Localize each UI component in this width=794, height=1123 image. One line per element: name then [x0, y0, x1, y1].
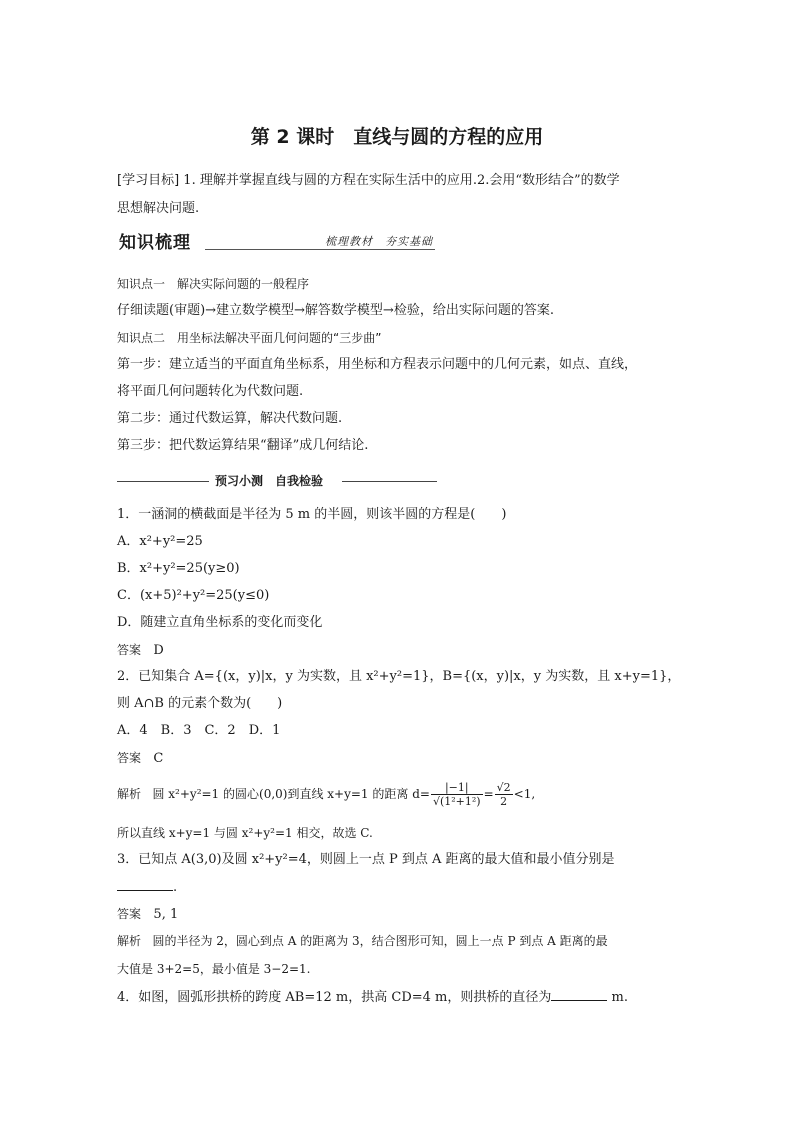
- equals-sign: =: [483, 787, 494, 801]
- q2-answer: [117, 749, 163, 768]
- fraction-denominator: 2: [500, 795, 508, 808]
- knowledge-point-1-text: 仔细读题(审题)→建立数学模型→解答数学模型→检验，给出实际问题的答案.: [117, 303, 554, 318]
- analysis-label: 解析: [117, 934, 142, 948]
- subsection-rule-right: [342, 481, 437, 482]
- q1-option-d: D．随建立直角坐标系的变化而变化: [117, 615, 323, 630]
- q1-option-b: B．x²+y²=25(y≥0): [117, 561, 240, 576]
- q3-analysis-line2: 大值是 3+2=5，最小值是 3−2=1.: [117, 962, 311, 976]
- page-title: 第 2 课时 直线与圆的方程的应用: [250, 126, 544, 148]
- fraction-numerator: √2: [496, 781, 511, 794]
- analysis-tail: <1,: [513, 787, 536, 801]
- answer-label: 答案: [117, 907, 142, 921]
- q3-stem-line2: [117, 878, 177, 897]
- q2-analysis-line2: 所以直线 x+y=1 与圆 x²+y²=1 相交，故选 C.: [117, 826, 373, 840]
- fraction-numerator: |−1|: [431, 781, 483, 795]
- q1-answer: [117, 641, 164, 660]
- period: .: [173, 880, 178, 895]
- q2-analysis-line1: [117, 780, 535, 808]
- q3-answer: [117, 905, 178, 924]
- step3: 第三步：把代数运算结果“翻译”成几何结论.: [117, 438, 369, 453]
- answer-value: C: [153, 751, 164, 766]
- step1-line1: 第一步：建立适当的平面直角坐标系，用坐标和方程表示问题中的几何元素，如点、直线，: [117, 357, 638, 372]
- q2-options: A．4 B．3 C．2 D．1: [117, 723, 281, 738]
- q3-analysis-line1: [117, 932, 608, 950]
- step1-line2: 将平面几何问题转化为代数问题.: [117, 384, 304, 399]
- q3-stem-line1: 3．已知点 A(3,0)及圆 x²+y²=4，则圆上一点 P 到点 A 距离的最大值和最小值分别是: [117, 852, 615, 867]
- subsection-header: [117, 472, 437, 490]
- analysis-label: 解析: [117, 787, 142, 801]
- section-title: 知识梳理: [119, 233, 191, 253]
- answer-blank: [551, 988, 607, 1001]
- q4-unit: m.: [611, 990, 628, 1005]
- section-tagline: 梳理教材 夯实基础: [325, 235, 433, 248]
- q2-stem-line1: 2．已知集合 A={(x，y)|x，y 为实数，且 x²+y²=1}，B={(x，y)|x，y 为实数，且 x+y=1}，: [117, 669, 681, 684]
- subsection-rule-left: [117, 481, 209, 482]
- section-header: [117, 228, 679, 254]
- q1-option-c: C．(x+5)²+y²=25(y≤0): [117, 588, 270, 603]
- section-divider: [205, 249, 435, 250]
- step2: 第二步：通过代数运算，解决代数问题.: [117, 411, 343, 426]
- answer-blank: [117, 878, 173, 891]
- knowledge-point-1-heading: 知识点一 解决实际问题的一般程序: [117, 277, 310, 291]
- q4-stem-text: 4．如图，圆弧形拱桥的跨度 AB=12 m，拱高 CD=4 m，则拱桥的直径为: [117, 990, 552, 1005]
- q1-option-a: A．x²+y²=25: [117, 534, 203, 549]
- answer-label: 答案: [117, 751, 142, 765]
- analysis-text: 圆 x²+y²=1 的圆心(0,0)到直线 x+y=1 的距离 d=: [152, 787, 430, 801]
- answer-label: 答案: [117, 643, 142, 657]
- q4-stem: [117, 988, 628, 1007]
- subsection-title: 预习小测 自我检验: [215, 474, 324, 488]
- distance-fraction: [431, 781, 483, 808]
- learning-goal-text: 1. 理解并掌握直线与圆的方程在实际生活中的应用.2.会用“数形结合”的数学: [183, 173, 620, 188]
- answer-value: D: [153, 643, 164, 658]
- fraction-denominator: √(1²+1²): [432, 795, 481, 808]
- q2-stem-line2: 则 A∩B 的元素个数为( ): [117, 696, 283, 711]
- learning-goal-line2: 思想解决问题.: [117, 201, 200, 216]
- learning-goal-tag: [学习目标]: [117, 173, 180, 188]
- q1-stem: 1．一涵洞的横截面是半径为 5 m 的半圆，则该半圆的方程是( ): [117, 507, 507, 522]
- knowledge-point-2-heading: 知识点二 用坐标法解决平面几何问题的“三步曲”: [117, 331, 382, 345]
- learning-goal-line1: [117, 172, 620, 190]
- result-fraction: [495, 781, 513, 808]
- analysis-text: 圆的半径为 2，圆心到点 A 的距离为 3，结合图形可知，圆上一点 P 到点 A 距离的最: [152, 934, 608, 948]
- answer-value: 5, 1: [153, 907, 179, 922]
